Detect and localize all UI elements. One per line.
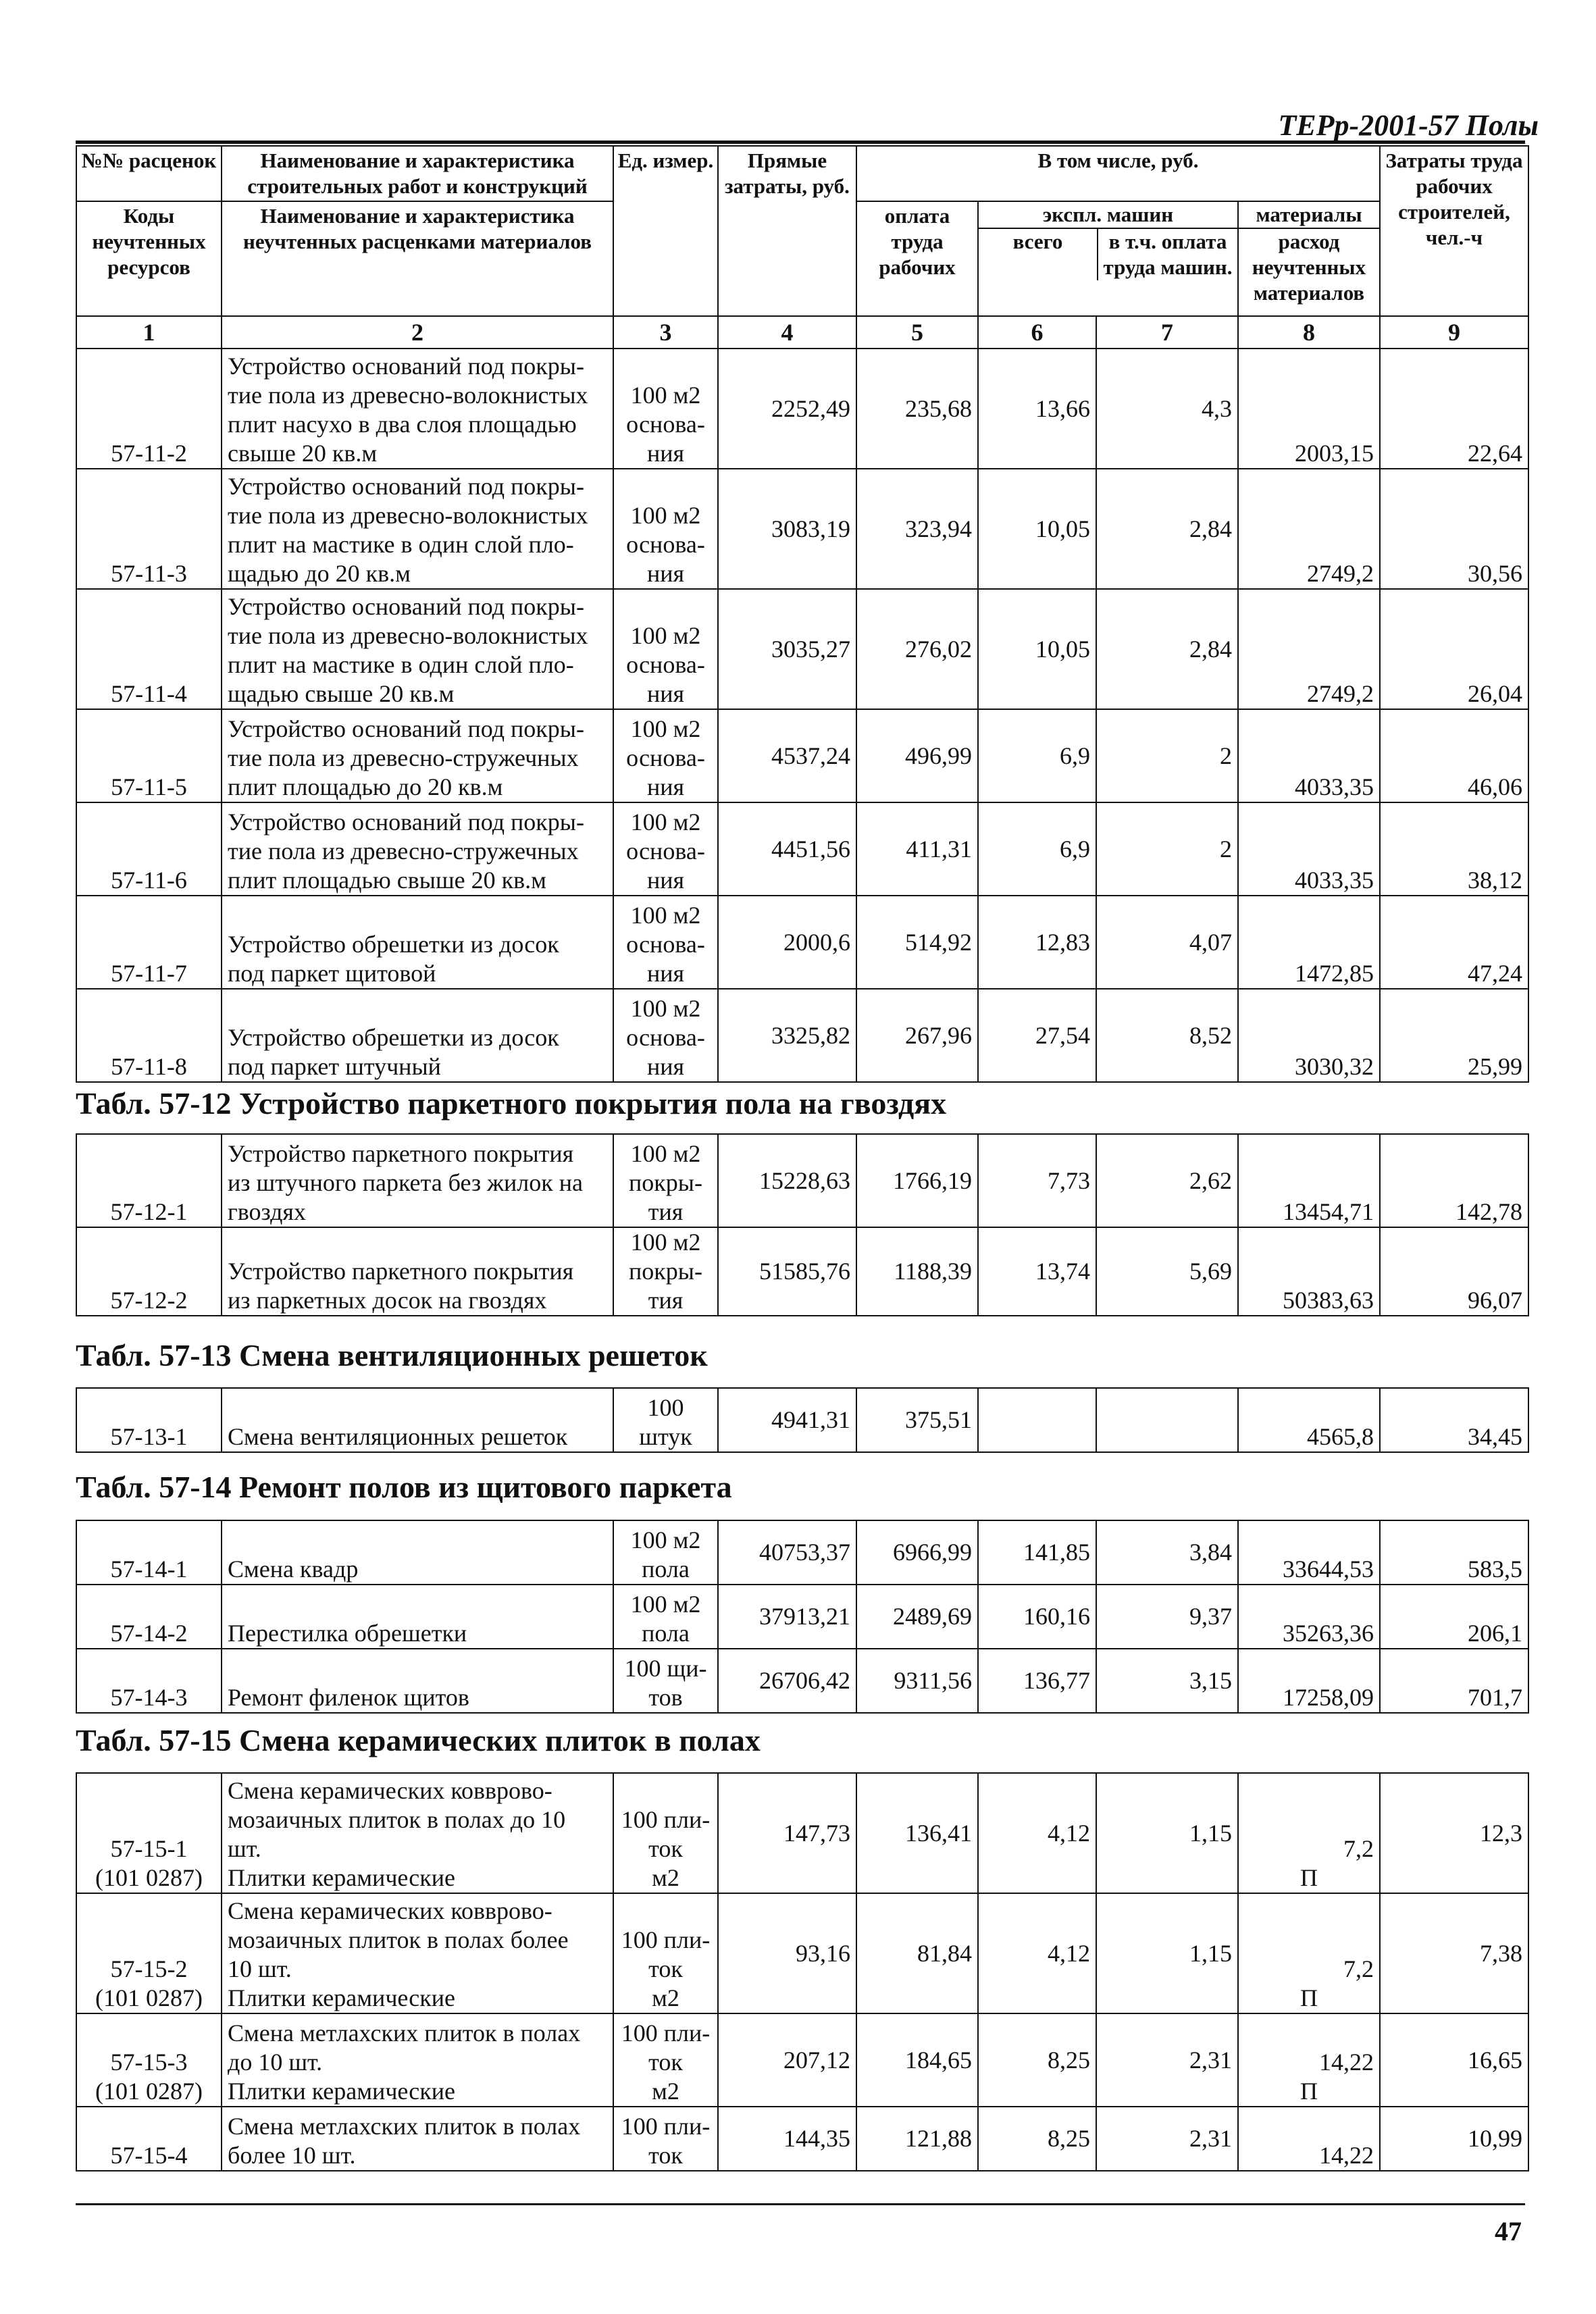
materials-cell: 1472,85 [1238,896,1380,989]
machine-pay-cell: 5,69 [1096,1227,1238,1316]
direct-cost-cell: 3083,19 [718,469,856,589]
table-row [76,896,1528,989]
machine-pay-cell: 1,15 [1096,1893,1238,2013]
header-machines-pay: в т.ч. оплата труда машин. [1103,230,1233,279]
labor-cost-cell: 26,04 [1380,589,1528,709]
unit-cell: 100 пли- ток м2 [613,1893,718,2013]
direct-cost-cell: 26706,42 [718,1649,856,1713]
worker-pay-cell: 411,31 [856,802,978,896]
machine-pay-cell: 2 [1096,709,1238,802]
materials-cell: 2749,2 [1238,589,1380,709]
materials-cell: 2749,2 [1238,469,1380,589]
worker-pay-cell: 323,94 [856,469,978,589]
table-row [76,2107,1528,2171]
unit-cell: 100 м2 основа- ния [613,469,718,589]
table-row [76,2013,1528,2107]
rate-code-cell: 57-11-7 [76,896,222,989]
header-labor-costs: Затраты труда рабочих строителей, чел.-ч [1380,146,1528,316]
unit-cell: 100 м2 основа- ния [613,709,718,802]
table-row [76,1773,1528,1893]
machine-pay-cell: 2 [1096,802,1238,896]
rate-code-cell: 57-15-2 (101 0287) [76,1893,222,2013]
labor-cost-cell: 30,56 [1380,469,1528,589]
machine-pay-cell: 3,15 [1096,1649,1238,1713]
machine-total-cell [978,1388,1096,1452]
worker-pay-cell: 375,51 [856,1388,978,1452]
machine-pay-cell: 2,31 [1096,2107,1238,2171]
materials-cell: 50383,63 [1238,1227,1380,1316]
description-cell: Устройство оснований под покры- тие пола из древесно-волокнистых плит на мастике в один слой пло- щадью свыше 20 кв.м [222,589,613,709]
description-cell: Устройство паркетного покрытия из паркетных досок на гвоздях [222,1227,613,1316]
header-materials [1238,201,1380,316]
unit-cell: 100 м2 основа- ния [613,802,718,896]
unit-cell: 100 пли- ток [613,2107,718,2171]
materials-mark: П [1300,1864,1318,1891]
labor-cost-cell: 701,7 [1380,1649,1528,1713]
description-cell: Устройство оснований под покры- тие пола из древесно-стружечных плит площадью до 20 кв.м [222,709,613,802]
table-row [76,1585,1528,1649]
direct-cost-cell: 3035,27 [718,589,856,709]
section-title-57-13: Табл. 57-13 Смена вентиляционных решеток [76,1338,708,1372]
direct-cost-cell: 4941,31 [718,1388,856,1452]
rate-code-cell: 57-11-3 [76,469,222,589]
header-machines [978,201,1238,316]
direct-cost-cell: 207,12 [718,2013,856,2107]
column-number: 8 [1238,316,1380,349]
machine-total-cell: 10,05 [978,589,1096,709]
running-header: ТЕРр-2001-57 Полы [1278,109,1539,142]
description-cell: Перестилка обрешетки [222,1585,613,1649]
description-cell: Смена керамических ковврово- мозаичных плиток в полах более 10 шт. Плитки керамические [222,1893,613,2013]
rate-code-cell: 57-15-1 (101 0287) [76,1773,222,1893]
labor-cost-cell: 206,1 [1380,1585,1528,1649]
worker-pay-cell: 121,88 [856,2107,978,2171]
machine-pay-cell: 3,84 [1096,1520,1238,1585]
labor-cost-cell: 583,5 [1380,1520,1528,1585]
direct-cost-cell: 144,35 [718,2107,856,2171]
rate-code-cell: 57-11-5 [76,709,222,802]
column-number: 1 [76,316,222,349]
worker-pay-cell: 235,68 [856,349,978,469]
machine-total-cell: 13,74 [978,1227,1096,1316]
labor-cost-cell: 34,45 [1380,1388,1528,1452]
table-row [76,589,1528,709]
machine-total-cell: 136,77 [978,1649,1096,1713]
materials-cell [1238,2107,1380,2171]
header-resource-codes: Коды неучтенных ресурсов [76,201,222,316]
machine-pay-cell: 9,37 [1096,1585,1238,1649]
machine-total-cell: 27,54 [978,989,1096,1082]
materials-mark: П [1300,2078,1318,2105]
materials-cell: 17258,09 [1238,1649,1380,1713]
column-number: 2 [222,316,613,349]
machine-total-cell: 8,25 [978,2013,1096,2107]
worker-pay-cell: 6966,99 [856,1520,978,1585]
labor-cost-cell: 10,99 [1380,2107,1528,2171]
machine-pay-cell: 2,62 [1096,1134,1238,1227]
unit-cell: 100 м2 пола [613,1520,718,1585]
direct-cost-cell: 51585,76 [718,1227,856,1316]
labor-cost-cell: 16,65 [1380,2013,1528,2107]
materials-cell: 4033,35 [1238,709,1380,802]
direct-cost-cell: 2252,49 [718,349,856,469]
table-row [76,1227,1528,1316]
worker-pay-cell: 136,41 [856,1773,978,1893]
machine-total-cell: 10,05 [978,469,1096,589]
materials-cell [1238,1773,1380,1893]
footer-rule [76,2203,1525,2205]
materials-mark: П [1300,1984,1318,2011]
worker-pay-cell: 9311,56 [856,1649,978,1713]
materials-cell: 4565,8 [1238,1388,1380,1452]
machine-total-cell: 4,12 [978,1893,1096,2013]
description-cell: Устройство оснований под покры- тие пола из древесно-волокнистых плит насухо в два слоя площадью свыше 20 кв.м [222,349,613,469]
column-number: 4 [718,316,856,349]
table-row [76,1649,1528,1713]
rate-code-cell: 57-15-3 (101 0287) [76,2013,222,2107]
description-cell: Смена вентиляционных решеток [222,1388,613,1452]
rate-code-cell: 57-13-1 [76,1388,222,1452]
section-title-57-14: Табл. 57-14 Ремонт полов из щитового паркета [76,1470,732,1504]
column-number: 9 [1380,316,1528,349]
labor-cost-cell: 46,06 [1380,709,1528,802]
direct-cost-cell: 40753,37 [718,1520,856,1585]
unit-cell: 100 пли- ток м2 [613,1773,718,1893]
rates-table-57-15 [76,1772,1529,2171]
direct-cost-cell: 147,73 [718,1773,856,1893]
machine-pay-cell: 2,84 [1096,589,1238,709]
header-unit: Ед. измер. [613,146,718,316]
labor-cost-cell: 96,07 [1380,1227,1528,1316]
table-row [76,469,1528,589]
direct-cost-cell: 15228,63 [718,1134,856,1227]
rate-code-cell: 57-11-6 [76,802,222,896]
direct-cost-cell: 4451,56 [718,802,856,896]
labor-cost-cell: 47,24 [1380,896,1528,989]
machine-pay-cell: 2,31 [1096,2013,1238,2107]
description-cell: Устройство обрешетки из досок под паркет штучный [222,989,613,1082]
materials-value: 7,2 [1343,1955,1374,1982]
rates-table-57-12 [76,1133,1529,1316]
description-cell: Устройство оснований под покры- тие пола из древесно-волокнистых плит на мастике в один слой пло- щадью до 20 кв.м [222,469,613,589]
machine-total-cell: 13,66 [978,349,1096,469]
machine-total-cell: 6,9 [978,709,1096,802]
header-work-name: Наименование и характеристика строительных работ и конструкций [222,146,613,201]
header-including: В том числе, руб. [856,146,1380,201]
machine-pay-cell: 2,84 [1096,469,1238,589]
worker-pay-cell: 81,84 [856,1893,978,2013]
unit-cell: 100 пли- ток м2 [613,2013,718,2107]
table-row [76,709,1528,802]
unit-cell: 100 м2 основа- ния [613,896,718,989]
rates-table-57-13 [76,1387,1529,1453]
worker-pay-cell: 267,96 [856,989,978,1082]
worker-pay-cell: 2489,69 [856,1585,978,1649]
column-number: 6 [978,316,1096,349]
rate-code-cell: 57-15-4 [76,2107,222,2171]
rate-code-cell: 57-14-1 [76,1520,222,1585]
labor-cost-cell: 25,99 [1380,989,1528,1082]
header-machines-label: экспл. машин [979,202,1237,229]
unit-cell: 100 щи- тов [613,1649,718,1713]
materials-cell: 33644,53 [1238,1520,1380,1585]
rate-code-cell: 57-11-4 [76,589,222,709]
column-number-row [76,316,1528,349]
worker-pay-cell: 514,92 [856,896,978,989]
column-number: 7 [1096,316,1238,349]
machine-pay-cell: 8,52 [1096,989,1238,1082]
worker-pay-cell: 496,99 [856,709,978,802]
header-machines-total: всего [979,229,1098,280]
machine-total-cell: 6,9 [978,802,1096,896]
unit-cell: 100 м2 покры- тия [613,1134,718,1227]
header-direct-costs: Прямые затраты, руб. [718,146,856,316]
materials-value: 14,22 [1319,2049,1374,2076]
rate-code-cell: 57-11-8 [76,989,222,1082]
direct-cost-cell: 37913,21 [718,1585,856,1649]
materials-value: 7,2 [1343,1835,1374,1862]
header-materials-label: материалы [1239,202,1379,229]
machine-pay-cell: 1,15 [1096,1773,1238,1893]
labor-cost-cell: 7,38 [1380,1893,1528,2013]
worker-pay-cell: 276,02 [856,589,978,709]
unit-cell: 100 м2 основа- ния [613,589,718,709]
description-cell: Смена квадр [222,1520,613,1585]
materials-value: 14,22 [1319,2142,1374,2169]
table-row [76,802,1528,896]
machine-pay-cell: 4,3 [1096,349,1238,469]
header-material-name: Наименование и характеристика неучтенных расценками материалов [222,201,613,316]
description-cell: Устройство оснований под покры- тие пола из древесно-стружечных плит площадью свыше 20 кв.м [222,802,613,896]
labor-cost-cell: 22,64 [1380,349,1528,469]
rate-code-cell: 57-11-2 [76,349,222,469]
direct-cost-cell: 3325,82 [718,989,856,1082]
materials-cell [1238,1893,1380,2013]
machine-total-cell: 7,73 [978,1134,1096,1227]
header-materials-consumption: расход неучтенных материалов [1252,230,1366,305]
table-row [76,1893,1528,2013]
description-cell: Ремонт филенок щитов [222,1649,613,1713]
rate-code-cell: 57-12-2 [76,1227,222,1316]
rate-code-cell: 57-12-1 [76,1134,222,1227]
description-cell: Устройство паркетного покрытия из штучного паркета без жилок на гвоздях [222,1134,613,1227]
machine-total-cell: 160,16 [978,1585,1096,1649]
section-title-57-15: Табл. 57-15 Смена керамических плиток в полах [76,1723,761,1757]
materials-cell: 13454,71 [1238,1134,1380,1227]
direct-cost-cell: 93,16 [718,1893,856,2013]
column-number: 3 [613,316,718,349]
direct-cost-cell: 2000,6 [718,896,856,989]
machine-pay-cell: 4,07 [1096,896,1238,989]
header-rule [76,140,1525,144]
materials-cell: 35263,36 [1238,1585,1380,1649]
table-row [76,989,1528,1082]
table-row [76,1134,1528,1227]
unit-cell: 100 штук [613,1388,718,1452]
page-number: 47 [1495,2216,1522,2246]
header-rate-number: №№ расценок [76,146,222,201]
description-cell: Устройство обрешетки из досок под паркет щитовой [222,896,613,989]
direct-cost-cell: 4537,24 [718,709,856,802]
header-worker-pay: оплата труда рабочих [856,201,978,316]
unit-cell: 100 м2 покры- тия [613,1227,718,1316]
machine-total-cell: 12,83 [978,896,1096,989]
machine-total-cell: 141,85 [978,1520,1096,1585]
machine-total-cell: 8,25 [978,2107,1096,2171]
machine-total-cell: 4,12 [978,1773,1096,1893]
rates-table-57-14 [76,1520,1529,1714]
worker-pay-cell: 184,65 [856,2013,978,2107]
labor-cost-cell: 38,12 [1380,802,1528,896]
rates-table-57-11 [76,145,1529,1083]
materials-cell: 3030,32 [1238,989,1380,1082]
worker-pay-cell: 1766,19 [856,1134,978,1227]
table-row [76,1520,1528,1585]
rate-code-cell: 57-14-2 [76,1585,222,1649]
labor-cost-cell: 12,3 [1380,1773,1528,1893]
materials-cell: 4033,35 [1238,802,1380,896]
labor-cost-cell: 142,78 [1380,1134,1528,1227]
description-cell: Смена метлахских плиток в полах более 10 шт. [222,2107,613,2171]
materials-cell [1238,2013,1380,2107]
worker-pay-cell: 1188,39 [856,1227,978,1316]
machine-pay-cell [1096,1388,1238,1452]
description-cell: Смена керамических ковврово- мозаичных плиток в полах до 10 шт. Плитки керамические [222,1773,613,1893]
unit-cell: 100 м2 основа- ния [613,349,718,469]
column-number: 5 [856,316,978,349]
unit-cell: 100 м2 основа- ния [613,989,718,1082]
section-title-57-12: Табл. 57-12 Устройство паркетного покрытия пола на гвоздях [76,1086,947,1121]
materials-cell: 2003,15 [1238,349,1380,469]
description-cell: Смена метлахских плиток в полах до 10 шт. Плитки керамические [222,2013,613,2107]
rate-code-cell: 57-14-3 [76,1649,222,1713]
unit-cell: 100 м2 пола [613,1585,718,1649]
table-row [76,349,1528,469]
table-row [76,1388,1528,1452]
